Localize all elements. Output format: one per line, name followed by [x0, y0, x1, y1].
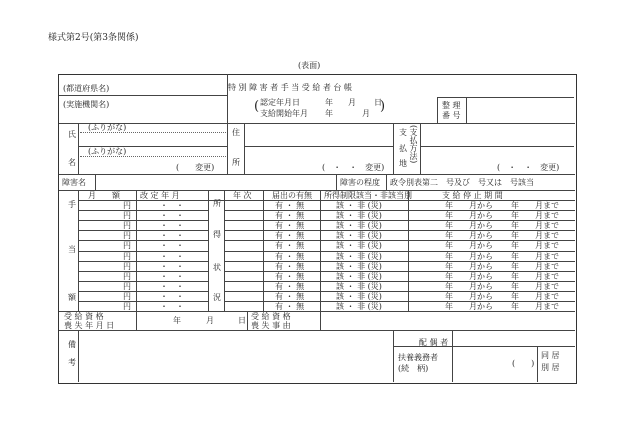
- suspension-from-cell: 年 月から: [445, 261, 493, 271]
- payment-place-label-2: 払: [399, 144, 407, 153]
- income-limit-cell: 該 ・ 非 (災): [336, 241, 382, 251]
- income-limit-cell: 該 ・ 非 (災): [336, 291, 382, 301]
- ledger-title: 特 別 障 害 者 手 当 受 給 者 台 帳: [228, 83, 352, 92]
- income-limit-cell: 該 ・ 非 (災): [336, 281, 382, 291]
- amount-section-label: 手: [68, 200, 76, 209]
- day-text: 日: [374, 98, 382, 107]
- amount-row-divider: [79, 301, 208, 302]
- month-text: 月: [206, 316, 214, 325]
- revision-date-cell: ・ ・: [160, 211, 184, 221]
- name-label-2: 名: [68, 158, 76, 167]
- revision-date-cell: ・ ・: [160, 291, 184, 301]
- loss-date-label: 受 給 資 格: [64, 312, 104, 321]
- revision-date-cell: ・ ・: [160, 221, 184, 231]
- year-text: 年: [325, 98, 333, 107]
- amount-row-divider: [79, 210, 208, 211]
- address-change: ( ・ ・ 変更): [322, 163, 385, 172]
- suspension-to-cell: 年 月まで: [511, 251, 559, 261]
- payment-change: ( ・ ・ 変更): [497, 163, 560, 172]
- disability-level-label: 障害の程度: [340, 178, 380, 187]
- income-limit-cell: 該 ・ 非 (災): [336, 271, 382, 281]
- payment-place-label-3: 地: [399, 159, 407, 168]
- yen-cell: 円: [123, 291, 131, 301]
- spouse-label: 配 偶 者: [419, 338, 449, 347]
- filing-cell: 有 ・ 無: [275, 251, 305, 261]
- revision-date-cell: ・ ・: [160, 271, 184, 281]
- serial-label: 整 理: [442, 101, 461, 110]
- yen-cell: 円: [123, 221, 131, 231]
- relation-paren: ( ): [512, 359, 535, 368]
- year-text: 年: [173, 316, 181, 325]
- amount-row-divider: [79, 240, 208, 241]
- form-number: 様式第2号(第3条関係): [48, 33, 139, 43]
- filing-cell: 有 ・ 無: [275, 211, 305, 221]
- day-text: 日: [238, 316, 246, 325]
- col-fiscal-year: 年 次: [233, 191, 252, 200]
- filing-cell: 有 ・ 無: [275, 241, 305, 251]
- income-section-label-2: 得: [213, 230, 221, 239]
- serial-label-2: 番 号: [442, 111, 461, 120]
- revision-date-cell: ・ ・: [160, 261, 184, 271]
- address-label: 住: [232, 128, 240, 137]
- revision-date-cell: ・ ・: [160, 302, 184, 311]
- income-limit-cell: 該 ・ 非 (災): [336, 221, 382, 231]
- address-label-2: 所: [232, 158, 240, 167]
- loss-reason-label: 受 給 資 格: [251, 312, 291, 321]
- suspension-to-cell: 年 月まで: [511, 231, 559, 241]
- yen-cell: 円: [123, 201, 131, 210]
- month-text: 月: [362, 109, 370, 118]
- income-limit-cell: 該 ・ 非 (災): [336, 302, 382, 311]
- income-limit-cell: 該 ・ 非 (災): [336, 261, 382, 271]
- amount-row-divider: [79, 220, 208, 221]
- separate-label: 別 居: [541, 363, 560, 372]
- suspension-from-cell: 年 月から: [445, 201, 493, 210]
- filing-cell: 有 ・ 無: [275, 271, 305, 281]
- filing-cell: 有 ・ 無: [275, 221, 305, 231]
- amount-section-label-2: 当: [68, 245, 76, 254]
- remarks-label-2: 考: [68, 358, 76, 367]
- revision-date-cell: ・ ・: [160, 241, 184, 251]
- col-filing: 届出の有無: [272, 191, 312, 200]
- payment-place-label: 支: [399, 128, 407, 137]
- furigana-label: (ふりがな): [88, 123, 127, 132]
- revision-date-cell: ・ ・: [160, 281, 184, 291]
- suspension-from-cell: 年 月から: [445, 251, 493, 261]
- yen-cell: 円: [123, 211, 131, 221]
- suspension-from-cell: 年 月から: [445, 231, 493, 241]
- name-label: 氏: [68, 130, 76, 139]
- yen-cell: 円: [123, 302, 131, 311]
- income-section-label: 所: [213, 199, 221, 208]
- yen-cell: 円: [123, 271, 131, 281]
- amount-row-divider: [79, 251, 208, 252]
- month-text: 月: [348, 98, 356, 107]
- year-text: 年: [325, 109, 333, 118]
- suspension-from-cell: 年 月から: [445, 271, 493, 281]
- suspension-to-cell: 年 月まで: [511, 281, 559, 291]
- filing-cell: 有 ・ 無: [275, 201, 305, 210]
- suspension-to-cell: 年 月まで: [511, 211, 559, 221]
- suspension-to-cell: 年 月まで: [511, 261, 559, 271]
- amount-section-label-3: 額: [68, 293, 76, 302]
- income-limit-cell: 該 ・ 非 (災): [336, 211, 382, 221]
- agency-label: (実施機関名): [63, 100, 110, 109]
- income-limit-cell: 該 ・ 非 (災): [336, 201, 382, 210]
- yen-cell: 円: [123, 261, 131, 271]
- amount-row-divider: [79, 291, 208, 292]
- suspension-from-cell: 年 月から: [445, 281, 493, 291]
- suspension-to-cell: 年 月まで: [511, 241, 559, 251]
- suspension-to-cell: 年 月まで: [511, 201, 559, 210]
- income-section-label-4: 況: [213, 293, 221, 302]
- dependent-label: 扶養義務者: [398, 353, 438, 362]
- yen-cell: 円: [123, 251, 131, 261]
- income-section-label-3: 状: [213, 263, 221, 272]
- suspension-to-cell: 年 月まで: [511, 221, 559, 231]
- amount-row-divider: [79, 261, 208, 262]
- cabinet-order-text: 政令別表第二 号及び 号又は 号該当: [390, 178, 534, 187]
- col-suspension: 支 給 停 止 期 間: [442, 191, 503, 200]
- side-label: (表面): [298, 61, 321, 70]
- prefecture-label: (都道府県名): [63, 84, 110, 93]
- filing-cell: 有 ・ 無: [275, 231, 305, 241]
- remarks-label: 備: [68, 340, 76, 349]
- relation-label: (続 柄): [398, 364, 429, 373]
- cohabit-label: 同 居: [541, 351, 560, 360]
- suspension-to-cell: 年 月まで: [511, 291, 559, 301]
- amount-row-divider: [79, 271, 208, 272]
- loss-reason-label-2: 喪 失 事 由: [251, 321, 291, 330]
- revision-date-cell: ・ ・: [160, 201, 184, 210]
- filing-cell: 有 ・ 無: [275, 261, 305, 271]
- suspension-to-cell: 年 月まで: [511, 302, 559, 311]
- suspension-to-cell: 年 月まで: [511, 271, 559, 281]
- col-amount: 月 額: [88, 191, 120, 200]
- suspension-from-cell: 年 月から: [445, 221, 493, 231]
- furigana-label-2: (ふりがな): [88, 147, 127, 156]
- col-revision: 改 定 年 月: [140, 191, 180, 200]
- disability-name-label: 障害名: [62, 178, 86, 187]
- name-change: ( 変更): [176, 163, 215, 172]
- suspension-from-cell: 年 月から: [445, 211, 493, 221]
- amount-row-divider: [79, 281, 208, 282]
- revision-date-cell: ・ ・: [160, 251, 184, 261]
- yen-cell: 円: [123, 241, 131, 251]
- filing-cell: 有 ・ 無: [275, 291, 305, 301]
- amount-row-divider: [79, 230, 208, 231]
- suspension-from-cell: 年 月から: [445, 302, 493, 311]
- payment-method-label: (支払方法): [409, 125, 418, 164]
- revision-date-cell: ・ ・: [160, 231, 184, 241]
- col-income-limit: 所得制限該当・非該当別: [324, 191, 412, 200]
- loss-date-label-2: 喪 失 年 月 日: [64, 321, 115, 330]
- yen-cell: 円: [123, 231, 131, 241]
- payment-start-label: 支給開始年月: [260, 109, 308, 118]
- suspension-from-cell: 年 月から: [445, 291, 493, 301]
- suspension-from-cell: 年 月から: [445, 241, 493, 251]
- filing-cell: 有 ・ 無: [275, 302, 305, 311]
- yen-cell: 円: [123, 281, 131, 291]
- certified-date-label: 認定年月日: [260, 98, 300, 107]
- filing-cell: 有 ・ 無: [275, 281, 305, 291]
- income-limit-cell: 該 ・ 非 (災): [336, 251, 382, 261]
- income-limit-cell: 該 ・ 非 (災): [336, 231, 382, 241]
